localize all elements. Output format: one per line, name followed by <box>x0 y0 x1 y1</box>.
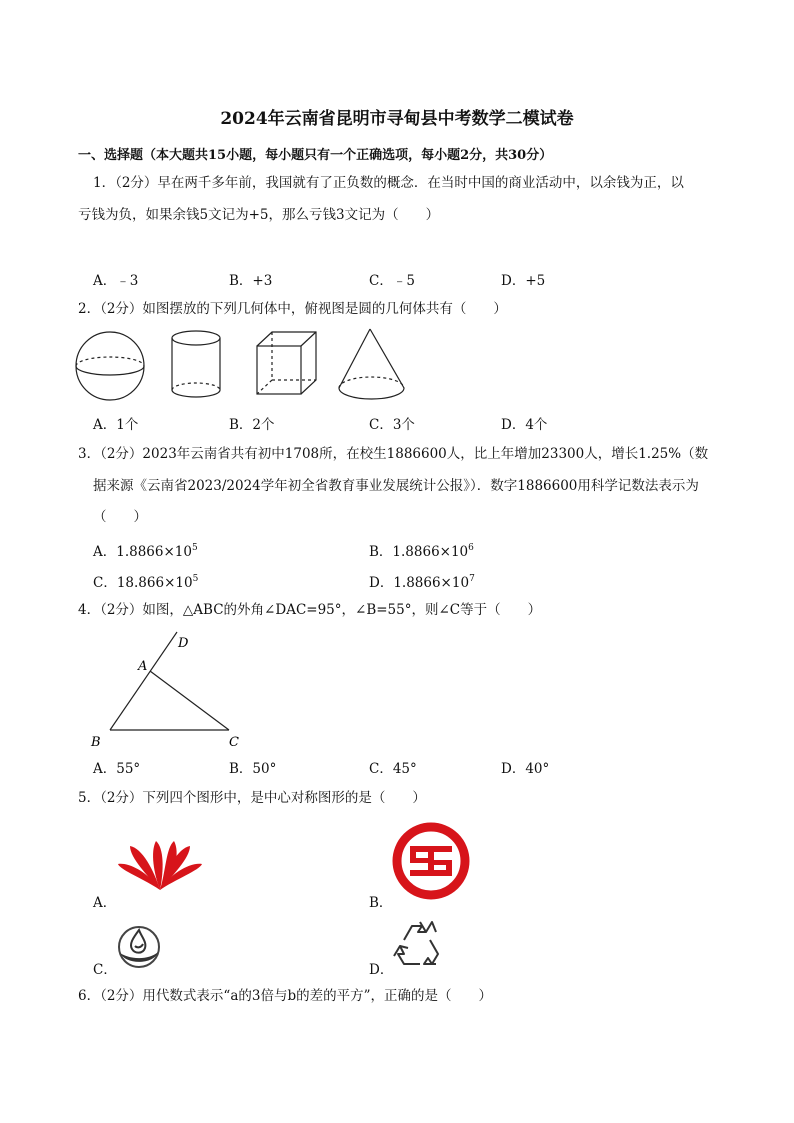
label-b: B <box>91 735 101 750</box>
q1-option-c: C．﹣5 <box>369 273 415 289</box>
label-c: C <box>229 735 239 750</box>
q3-option-c: C．$18.866\times 10^5$ <box>93 574 199 591</box>
q2-text: 2．（2分）如图摆放的下列几何体中，俯视图是圆的几何体共有（ ） <box>78 301 507 317</box>
q4-option-b: B．50° <box>229 761 277 777</box>
label-a: A <box>138 659 148 674</box>
q2-option-c: C．3个 <box>369 417 415 433</box>
q1-line1: 1．（2分）早在两千多年前，我国就有了正负数的概念．在当时中国的商业活动中，以余钱为正，以 <box>93 175 684 191</box>
cylinder-shape <box>172 331 220 397</box>
q3-option-b: B．$1.8866\times 10^6$ <box>369 543 474 560</box>
q1-option-d: D．+5 <box>501 273 546 289</box>
petal-logo-icon <box>116 840 204 892</box>
label-d: D <box>178 636 189 651</box>
q5-text: 5．（2分）下列四个图形中，是中心对称图形的是（ ） <box>78 790 426 806</box>
q3-option-a: A．$1.8866\times 10^5$ <box>93 543 198 560</box>
q5-option-d: D． <box>369 962 394 978</box>
q3-line2: 据来源《云南省2023/2024学年初全省教育事业发展统计公报》）．数字1886600用科学记数法表示为 <box>93 478 699 494</box>
round-seal-logo-icon <box>390 820 472 902</box>
q4-triangle-figure <box>88 630 248 750</box>
q4-option-d: D．40° <box>501 761 550 777</box>
q4-text: 4．（2分）如图，△ABC的外角∠DAC=95°，∠B=55°，则∠C等于（ ） <box>78 602 542 618</box>
sphere-shape <box>76 332 144 400</box>
q2-option-b: B．2个 <box>229 417 275 433</box>
q5-option-a: A． <box>93 895 117 911</box>
section-heading: 一、选择题（本大题共15小题，每小题只有一个正确选项，每小题2分，共30分） <box>78 148 553 163</box>
q2-option-a: A．1个 <box>93 417 139 433</box>
q1-option-b: B．+3 <box>229 273 273 289</box>
q1-line2: 亏钱为负，如果余钱5文记为+5，那么亏钱3文记为（ ） <box>78 207 440 223</box>
cube-shape <box>257 332 316 394</box>
q5-option-b: B． <box>369 895 393 911</box>
page-title: 2024年云南省昆明市寻甸县中考数学二模试卷 <box>220 109 574 129</box>
q3-option-d: D．$1.8866\times 10^7$ <box>369 574 475 591</box>
q4-option-c: C．45° <box>369 761 417 777</box>
q3-line1: 3．（2分）2023年云南省共有初中1708所，在校生1886600人，比上年增加23300人，增长1.25%（数 <box>78 446 709 462</box>
recycle-arrows-icon <box>390 918 444 972</box>
q6-text: 6．（2分）用代数式表示“a的3倍与b的差的平方”，正确的是（ ） <box>78 988 493 1004</box>
drop-circle-logo-icon <box>113 924 163 970</box>
q1-option-a: A．﹣3 <box>93 273 139 289</box>
q3-line3: （ ） <box>93 509 147 525</box>
q2-option-d: D．4个 <box>501 417 548 433</box>
q2-solids-figure <box>72 328 328 404</box>
q5-option-c: C． <box>93 962 117 978</box>
q4-option-a: A．55° <box>93 761 141 777</box>
cone-shape <box>336 326 408 404</box>
